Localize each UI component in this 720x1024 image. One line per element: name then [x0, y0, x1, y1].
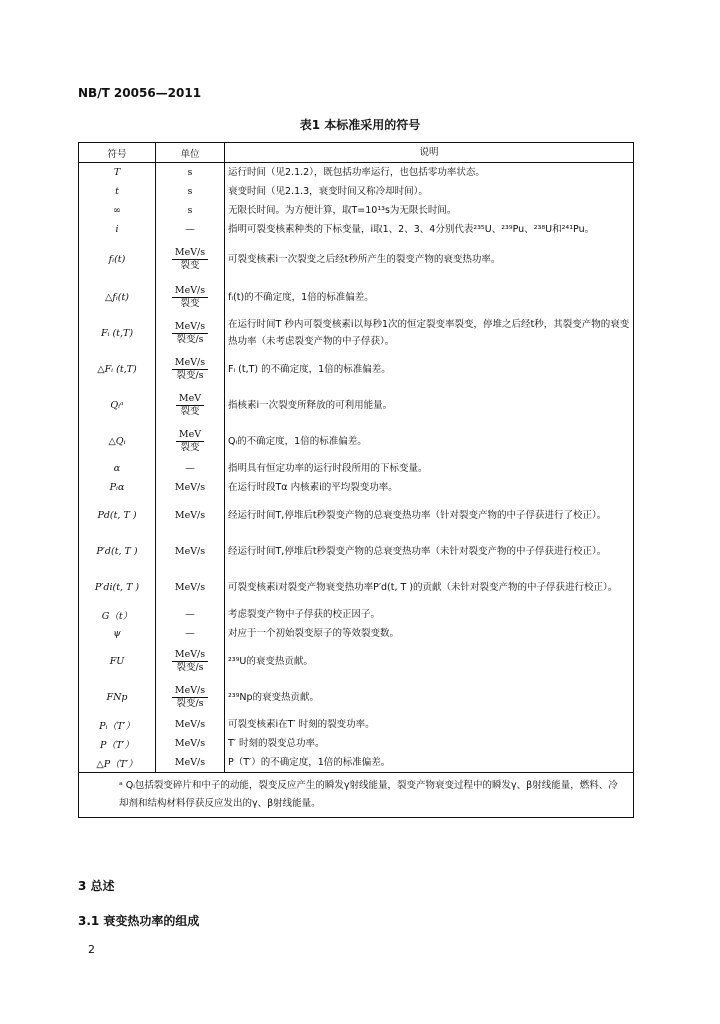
table-row	[79, 533, 634, 569]
description-cell: P（T′）的不确定度，1倍的标准偏差。	[225, 753, 634, 773]
symbol-cell: Pᵢ（T′）	[79, 715, 156, 734]
description-cell: T′ 时刻的裂变总功率。	[225, 734, 634, 753]
table-header-row	[79, 143, 634, 163]
unit-fraction	[172, 247, 208, 272]
symbol-cell: P（T′）	[79, 734, 156, 753]
unit-numerator: MeV/s	[172, 357, 208, 370]
symbol-cell: △P（T′）	[79, 753, 156, 773]
unit-denominator: 裂变	[180, 441, 200, 453]
unit-numerator: MeV/s	[172, 321, 208, 334]
unit-numerator: MeV/s	[172, 649, 208, 662]
symbol-cell: i	[79, 220, 156, 239]
unit-cell: MeV/s	[156, 569, 225, 605]
symbols-table	[78, 142, 634, 818]
symbol-cell: Fᵢ (t,T)	[79, 315, 156, 351]
symbol-cell: FU	[79, 643, 156, 679]
table-row	[79, 497, 634, 533]
unit-cell	[156, 279, 225, 315]
symbol-cell: t	[79, 182, 156, 201]
description-cell: 指明可裂变核素种类的下标变量，i取1、2、3、4分别代表²³⁵U、²³⁹Pu、²³⁸U和²⁴¹Pu。	[225, 220, 634, 239]
column-header: 符号	[79, 143, 156, 163]
unit-cell: s	[156, 182, 225, 201]
unit-fraction	[172, 685, 208, 710]
unit-denominator: 裂变/s	[176, 697, 204, 709]
symbol-cell: α	[79, 459, 156, 478]
description-cell: 衰变时间（见2.1.3，衰变时间又称冷却时间）。	[225, 182, 634, 201]
symbol-cell: G（t）	[79, 605, 156, 624]
unit-cell: MeV/s	[156, 715, 225, 734]
table-row	[79, 201, 634, 220]
unit-cell: —	[156, 459, 225, 478]
table-row	[79, 315, 634, 351]
symbol-cell: △Qᵢ	[79, 423, 156, 459]
unit-denominator: 裂变/s	[176, 369, 204, 381]
symbol-cell: P′d(t, T )	[79, 533, 156, 569]
unit-fraction	[176, 429, 204, 454]
description-cell: 经运行时间T,停堆后t秒裂变产物的总衰变热功率（针对裂变产物的中子俘获进行了校正）。	[225, 497, 634, 533]
table-row	[79, 182, 634, 201]
unit-numerator: MeV/s	[172, 285, 208, 298]
unit-fraction	[172, 321, 208, 346]
unit-fraction	[172, 285, 208, 310]
unit-fraction	[176, 393, 204, 418]
unit-cell	[156, 387, 225, 423]
symbol-cell: ∞	[79, 201, 156, 220]
unit-fraction	[172, 649, 208, 674]
unit-denominator: 裂变/s	[176, 333, 204, 345]
column-header: 单位	[156, 143, 225, 163]
table-title: 表1 本标准采用的符号	[299, 118, 421, 132]
symbol-cell: △fᵢ(t)	[79, 279, 156, 315]
unit-cell	[156, 315, 225, 351]
table-row	[79, 734, 634, 753]
unit-numerator: MeV	[176, 393, 204, 406]
unit-cell	[156, 351, 225, 387]
table-footnote-row	[79, 773, 634, 818]
subsection-heading: 3.1 衰变热功率的组成	[78, 914, 200, 928]
symbol-cell: FNp	[79, 679, 156, 715]
column-header: 说明	[225, 143, 634, 163]
description-cell: 考虑裂变产物中子俘获的校正因子。	[225, 605, 634, 624]
unit-cell	[156, 643, 225, 679]
symbol-cell: Pd(t, T )	[79, 497, 156, 533]
table-row	[79, 569, 634, 605]
symbol-cell: △Fᵢ (t,T)	[79, 351, 156, 387]
unit-denominator: 裂变	[180, 297, 200, 309]
unit-cell: MeV/s	[156, 478, 225, 497]
symbol-cell: Pᵢα	[79, 478, 156, 497]
unit-cell: MeV/s	[156, 533, 225, 569]
unit-cell: s	[156, 201, 225, 220]
description-cell: Qᵢ的不确定度，1倍的标准偏差。	[225, 423, 634, 459]
unit-cell: MeV/s	[156, 753, 225, 773]
table-row	[79, 239, 634, 279]
description-cell: ²³⁹Np的衰变热贡献。	[225, 679, 634, 715]
description-cell: 指核素i一次裂变所释放的可利用能量。	[225, 387, 634, 423]
description-cell: 可裂变核素i一次裂变之后经t秒所产生的裂变产物的衰变热功率。	[225, 239, 634, 279]
description-cell: fᵢ(t)的不确定度，1倍的标准偏差。	[225, 279, 634, 315]
unit-cell: —	[156, 624, 225, 643]
table-row	[79, 679, 634, 715]
unit-numerator: MeV/s	[172, 685, 208, 698]
description-cell: 可裂变核素i对裂变产物衰变热功率P′d(t, T )的贡献（未针对裂变产物的中子俘获进行校正）。	[225, 569, 634, 605]
unit-fraction	[172, 357, 208, 382]
description-cell: 可裂变核素i在T′ 时刻的裂变功率。	[225, 715, 634, 734]
description-cell: ²³⁹U的衰变热贡献。	[225, 643, 634, 679]
symbol-cell: P′di(t, T )	[79, 569, 156, 605]
unit-cell: MeV/s	[156, 734, 225, 753]
unit-cell: MeV/s	[156, 497, 225, 533]
table-row	[79, 423, 634, 459]
symbol-cell: ψ	[79, 624, 156, 643]
unit-denominator: 裂变/s	[176, 661, 204, 673]
table-row	[79, 624, 634, 643]
symbol-cell: T	[79, 163, 156, 183]
unit-denominator: 裂变	[180, 259, 200, 271]
description-cell: 无限长时间。为方便计算，取T=10¹³s为无限长时间。	[225, 201, 634, 220]
table-row	[79, 605, 634, 624]
document-code: NB/T 20056—2011	[78, 86, 202, 100]
table-row	[79, 478, 634, 497]
table-row	[79, 715, 634, 734]
table-footnote: ᵃ Qᵢ包括裂变碎片和中子的动能，裂变反应产生的瞬发γ射线能量，裂变产物衰变过程中的瞬发γ、β射线能量，燃料、冷却剂和结构材料俘获反应发出的γ、β射线能量。	[79, 773, 634, 818]
description-cell: 在运行时段Tα 内核素i的平均裂变功率。	[225, 478, 634, 497]
symbol-cell: Qᵢᵃ	[79, 387, 156, 423]
table-row	[79, 163, 634, 183]
table-row	[79, 753, 634, 773]
unit-cell: s	[156, 163, 225, 183]
description-cell: Fᵢ (t,T) 的不确定度，1倍的标准偏差。	[225, 351, 634, 387]
unit-cell	[156, 239, 225, 279]
unit-cell: —	[156, 220, 225, 239]
unit-cell: —	[156, 605, 225, 624]
unit-cell	[156, 679, 225, 715]
table-row	[79, 459, 634, 478]
unit-denominator: 裂变	[180, 405, 200, 417]
description-cell: 经运行时间T,停堆后t秒裂变产物的总衰变热功率（未针对裂变产物的中子俘获进行校正）。	[225, 533, 634, 569]
description-cell: 对应于一个初始裂变原子的等效裂变数。	[225, 624, 634, 643]
unit-cell	[156, 423, 225, 459]
table-row	[79, 279, 634, 315]
table-row	[79, 387, 634, 423]
unit-numerator: MeV/s	[172, 247, 208, 260]
description-cell: 指明具有恒定功率的运行时段所用的下标变量。	[225, 459, 634, 478]
description-cell: 在运行时间T 秒内可裂变核素i以每秒1次的恒定裂变率裂变，停堆之后经t秒，其裂变产物的衰变热功率（未考虑裂变产物的中子俘获）。	[225, 315, 634, 351]
symbol-cell: fᵢ(t)	[79, 239, 156, 279]
table-row	[79, 220, 634, 239]
table-row	[79, 643, 634, 679]
unit-numerator: MeV	[176, 429, 204, 442]
table-row	[79, 351, 634, 387]
description-cell: 运行时间（见2.1.2），既包括功率运行，也包括零功率状态。	[225, 163, 634, 183]
section-heading: 3 总述	[78, 879, 115, 893]
page-number: 2	[88, 943, 95, 956]
